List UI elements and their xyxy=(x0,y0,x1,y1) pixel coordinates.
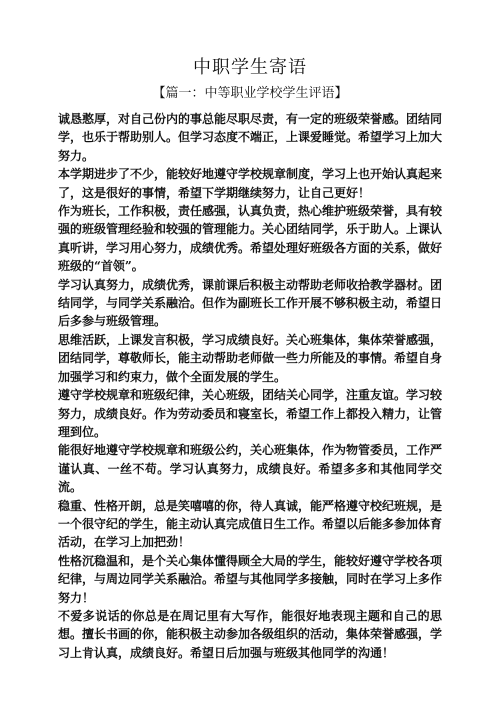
comment-list xyxy=(58,110,442,662)
comment-paragraph: 诚恳憨厚，对自己份内的事总能尽职尽责，有一定的班级荣誉感。团结同学，也乐于帮助别人。但学习态度不端正，上课爱睡觉。希望学习上加大努力。 xyxy=(58,112,443,163)
comment-paragraph: 不爱多说话的你总是在周记里有大写作，能很好地表现主题和自己的思想。擅长书画的你，能积极主动参加各级组织的活动，集体荣誉感强，学习上肯认真，成绩良好。希望日后加强与班级其他同学的沟通！ xyxy=(58,608,443,660)
document-subtitle: 【篇一：中等职业学校学生评语】 xyxy=(152,86,348,101)
comment-paragraph: 学习认真努力，成绩优秀，课前课后积极主动帮助老师收拾教学器材。团结同学，与同学关系融洽。但作为副班长工作开展不够积极主动，希望日后多参与班级管理。 xyxy=(58,277,443,329)
document-title: 中职学生寄语 xyxy=(193,57,307,78)
comment-paragraph: 稳重、性格开朗，总是笑嘻嘻的你，待人真诚，能严格遵守校纪班规，是一个很守纪的学生，能主动认真完成值日生工作。希望以后能多参加体育活动，在学习上加把劲！ xyxy=(58,498,443,550)
comment-paragraph: 作为班长，工作积极，责任感强，认真负责，热心维护班级荣誉，具有较强的班级管理经验和较强的管理能力。关心团结同学，乐于助人。上课认真听讲，学习用心努力，成绩优秀。希望处理好班级各方面的关系，做好班级的“首领”。 xyxy=(58,204,443,274)
comment-paragraph: 本学期进步了不少，能较好地遵守学校规章制度，学习上也开始认真起来了，这是很好的事情，希望下学期继续努力，让自己更好！ xyxy=(58,167,443,200)
comment-paragraph: 性格沉稳温和，是个关心集体懂得顾全大局的学生，能较好遵守学校各项纪律，与周边同学关系融洽。希望与其他同学多接触，同时在学习上多作努力！ xyxy=(58,553,443,605)
comment-paragraph: 能很好地遵守学校规章和班级公约，关心班集体，作为物管委员，工作严谨认真、一丝不苟。学习认真努力，成绩良好。希望多多和其他同学交流。 xyxy=(58,443,443,495)
comment-paragraph: 思维活跃，上课发言积极，学习成绩良好。关心班集体，集体荣誉感强，团结同学，尊敬师长，能主动帮助老师做一些力所能及的事情。希望自身加强学习和约束力，做个全面发展的学生。 xyxy=(58,332,443,384)
document-page xyxy=(58,56,442,662)
comment-paragraph: 遵守学校规章和班级纪律，关心班级，团结关心同学，注重友谊。学习较努力，成绩良好。作为劳动委员和寝室长，希望工作上都投入精力，让管理到位。 xyxy=(58,388,443,439)
